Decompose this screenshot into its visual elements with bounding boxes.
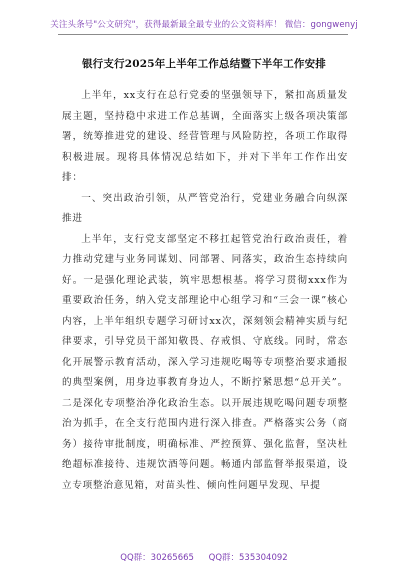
document-body [62,86,348,496]
header-banner: 关注头条号"公文研究"，获得最新最全最专业的公文资料库！ 微信：gongwenyj [50,20,358,30]
body-paragraph: 上半年，支行党支部坚定不移扛起管党治行政治责任，着力推动党建与业务同谋划、同部署、同落实，政治生态持续向好。一是强化理论武装，筑牢思想根基。将学习贯彻xxx作为重要政治任务，纳入党支部理论中心组学习和“三会一课”核心内容，上半年组织专题学习研讨xx次，深刻领会精神实质与纪律要求，引导党员干部知敬畏、存戒惧、守底线。同时，常态化开展警示教育活动，深入学习违规吃喝等专项整治要求通报的典型案例，用身边事教育身边人，不断拧紧思想“总开关”。二是深化专项整治净化政治生态。以开展违规吃喝问题专项整治为抓手，在全支行范围内进行深入排查。严格落实公务（商务）接待审批制度，明确标准、严控预算、强化监督，坚决杜绝超标准接待、违规饮酒等问题。畅通内部监督举报渠道，设立专项整治意见箱，对苗头性、倾向性问题早发现、早提 [62,233,348,491]
section-heading: 一、突出政治引领，从严管党治行，党建业务融合向纵深推进 [62,192,348,224]
footer-qq-group-2: QQ群：535304092 [208,553,288,563]
footer [0,551,408,563]
intro-paragraph: 上半年，xx支行在总行党委的坚强领导下，紧扣高质量发展主题，坚持稳中求进工作总基调，全面落实上级各项决策部署，统筹推进党的建设、经营管理与风险防控，各项工作取得积极进展。现将具体情况总结如下，并对下半年工作作出安排： [62,90,348,183]
document-title: 银行支行2025年上半年工作总结暨下半年工作安排 [81,58,327,70]
header-divider [58,34,348,35]
footer-qq-group-1: QQ群：30265665 [120,553,194,563]
